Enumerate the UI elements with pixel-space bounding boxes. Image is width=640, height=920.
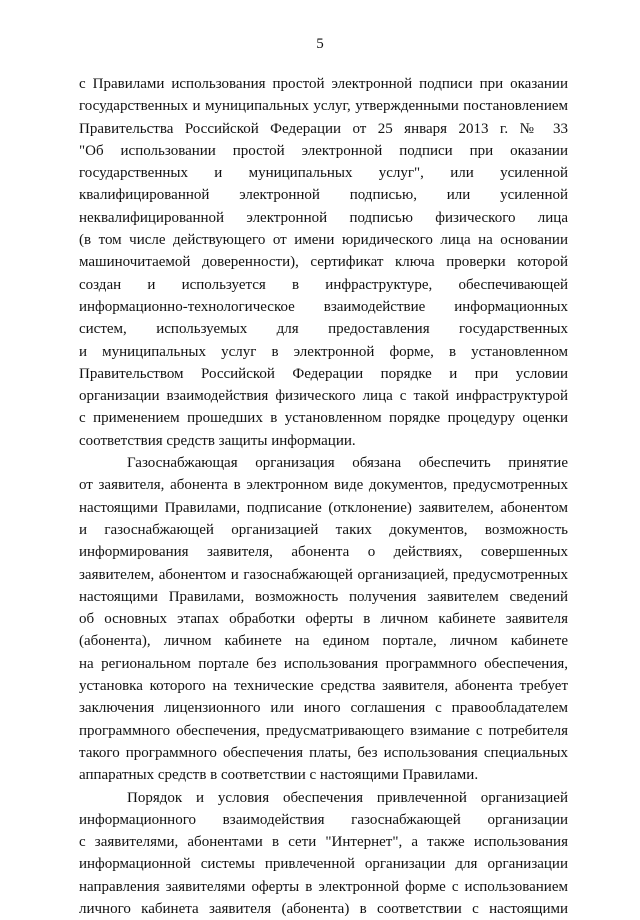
text-line: установка которого на технические средства заявителя, абонента требует bbox=[79, 675, 568, 697]
text-line: информационного взаимодействия газоснабжающей организации bbox=[79, 809, 568, 831]
text-line: организации взаимодействия физического лица с такой инфраструктурой bbox=[79, 385, 568, 407]
text-line: информирования заявителя, абонента о действиях, совершенных bbox=[79, 541, 568, 563]
text-line: направления заявителями оферты в электронной форме с использованием bbox=[79, 876, 568, 898]
text-line: (абонента), личном кабинете на едином портале, личном кабинете bbox=[79, 630, 568, 652]
text-line: систем, используемых для предоставления государственных bbox=[79, 318, 568, 340]
text-line: Правительства Российской Федерации от 25 января 2013 г. № 33 bbox=[79, 118, 568, 140]
text-line: "Об использовании простой электронной подписи при оказании bbox=[79, 140, 568, 162]
text-line: (в том числе действующего от имени юридического лица на основании bbox=[79, 229, 568, 251]
page-number: 5 bbox=[0, 36, 640, 53]
text-line: квалифицированной электронной подписью, или усиленной bbox=[79, 184, 568, 206]
text-line: настоящими Правилами, возможность получения заявителем сведений bbox=[79, 586, 568, 608]
text-line: заявителем, абонентом и газоснабжающей организацией, предусмотренных bbox=[79, 564, 568, 586]
text-line: с заявителями, абонентами в сети "Интернет", а также использования bbox=[79, 831, 568, 853]
text-line: личного кабинета заявителя (абонента) в соответствии с настоящими bbox=[79, 898, 568, 920]
text-line: Порядок и условия обеспечения привлеченной организацией bbox=[79, 787, 568, 809]
text-line: настоящими Правилами, подписание (отклонение) заявителем, абонентом bbox=[79, 497, 568, 519]
text-line: об основных этапах обработки оферты в личном кабинете заявителя bbox=[79, 608, 568, 630]
text-line: программного обеспечения, предусматривающего взимание с потребителя bbox=[79, 720, 568, 742]
text-line: с применением прошедших в установленном порядке процедуру оценки bbox=[79, 407, 568, 429]
text-line: на региональном портале без использования программного обеспечения, bbox=[79, 653, 568, 675]
text-line: аппаратных средств в соответствии с настоящими Правилами. bbox=[79, 764, 568, 786]
text-line: государственных и муниципальных услуг", или усиленной bbox=[79, 162, 568, 184]
text-line: информационной системы привлеченной организации для организации bbox=[79, 853, 568, 875]
text-line: машиночитаемой доверенности), сертификат ключа проверки которой bbox=[79, 251, 568, 273]
paragraph bbox=[79, 787, 568, 920]
text-line: такого программного обеспечения платы, без использования специальных bbox=[79, 742, 568, 764]
body-text bbox=[79, 73, 568, 920]
text-line: с Правилами использования простой электронной подписи при оказании bbox=[79, 73, 568, 95]
text-line: информационно-технологическое взаимодействие информационных bbox=[79, 296, 568, 318]
text-line: Газоснабжающая организация обязана обеспечить принятие bbox=[79, 452, 568, 474]
paragraph bbox=[79, 452, 568, 786]
text-line: соответствия средств защиты информации. bbox=[79, 430, 568, 452]
text-line: и муниципальных услуг в электронной форме, в установленном bbox=[79, 341, 568, 363]
text-line: Правительством Российской Федерации порядке и при условии bbox=[79, 363, 568, 385]
text-line: от заявителя, абонента в электронном виде документов, предусмотренных bbox=[79, 474, 568, 496]
paragraph bbox=[79, 73, 568, 452]
text-line: государственных и муниципальных услуг, утвержденными постановлением bbox=[79, 95, 568, 117]
text-line: заключения лицензионного или иного соглашения с правообладателем bbox=[79, 697, 568, 719]
text-line: создан и используется в инфраструктуре, обеспечивающей bbox=[79, 274, 568, 296]
text-line: неквалифицированной электронной подписью физического лица bbox=[79, 207, 568, 229]
text-line: и газоснабжающей организацией таких документов, возможность bbox=[79, 519, 568, 541]
